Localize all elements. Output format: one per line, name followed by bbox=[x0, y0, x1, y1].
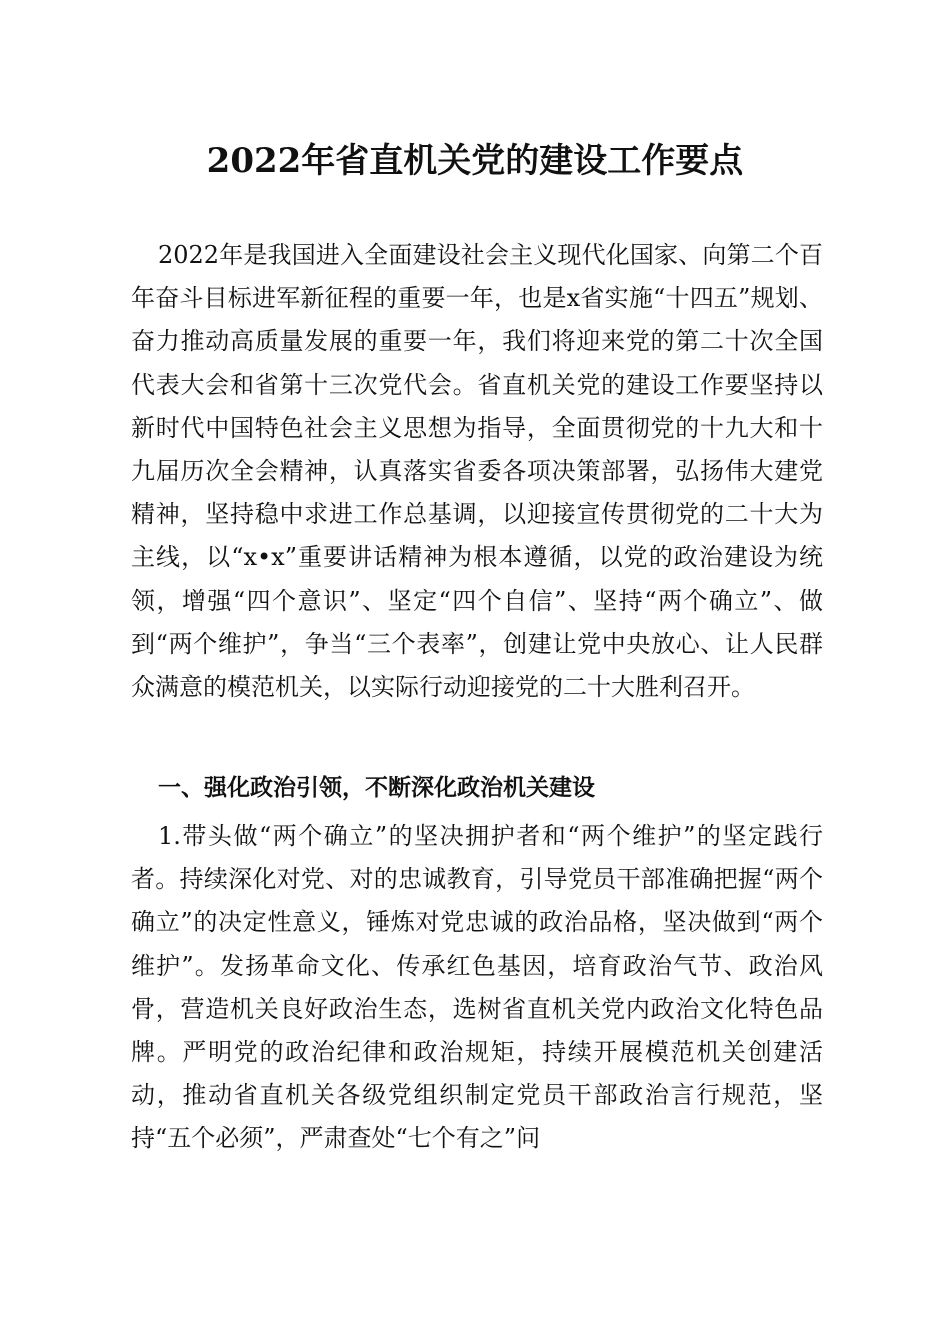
section-heading-1: 一、强化政治引领，不断深化政治机关建设 bbox=[158, 775, 595, 801]
item-paragraph-1: 1.带头做“两个确立”的坚决拥护者和“两个维护”的坚定践行者。持续深化对党、对的忠诚教育，引导党员干部准确把握“两个确立”的决定性意义，锤炼对党忠诚的政治品格，坚决做到“两个维护”。发扬革命文化、传承红色基因，培育政治气节、政治风骨，营造机关良好政治生态，选树省直机关党内政治文化特色品牌。严明党的政治纪律和政治规矩，持续开展模范机关创建活动，推动省直机关各级党组织制定党员干部政治言行规范，坚持“五个必须”，严肃查处“七个有之”问 bbox=[131, 822, 823, 1153]
document-title: 2022年省直机关党的建设工作要点 bbox=[206, 141, 744, 181]
intro-paragraph: 2022年是我国进入全面建设社会主义现代化国家、向第二个百年奋斗目标进军新征程的重要一年，也是x省实施“十四五”规划、奋力推动高质量发展的重要一年，我们将迎来党的第二十次全国代表大会和省第十三次党代会。省直机关党的建设工作要坚持以新时代中国特色社会主义思想为指导，全面贯彻党的十九大和十九届历次全会精神，认真落实省委各项决策部署，弘扬伟大建党精神，坚持稳中求进工作总基调，以迎接宣传贯彻党的二十大为主线，以“x•x”重要讲话精神为根本遵循，以党的政治建设为统领，增强“四个意识”、坚定“四个自信”、坚持“两个确立”、做到“两个维护”，争当“三个表率”，创建让党中央放心、让人民群众满意的模范机关，以实际行动迎接党的二十大胜利召开。 bbox=[131, 241, 823, 702]
